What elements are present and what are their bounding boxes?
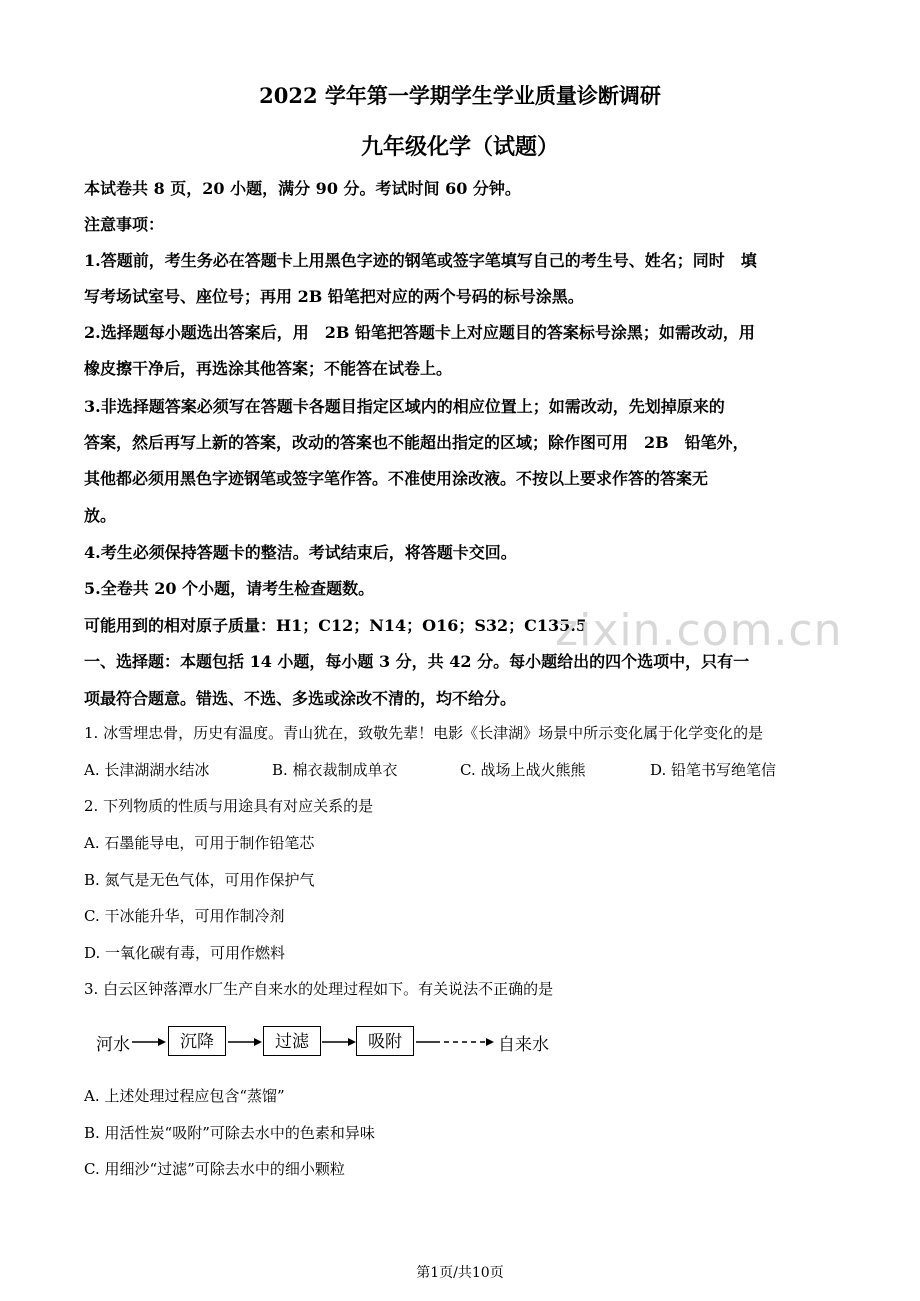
option-c: C. 用细沙“过滤”可除去水中的细小颗粒 (84, 1160, 345, 1178)
section-heading: 项最符合题意。错选、不选、多选或涂改不清的，均不给分。 (84, 689, 517, 708)
notice-line: 写考场试室号、座位号；再用 2B 铅笔把对应的两个号码的标号涂黑。 (84, 287, 584, 306)
section-heading: 一、选择题：本题包括 14 小题，每小题 3 分，共 42 分。每小题给出的四个选项中，只有一 (84, 652, 750, 671)
notice-line: 4.考生必须保持答题卡的整洁。考试结束后，将答题卡交回。 (84, 543, 517, 562)
notice-line: 5.全卷共 20 个小题，请考生检查题数。 (84, 579, 375, 598)
watermark: zixin.com.cn (555, 605, 843, 656)
notice-title: 注意事项： (84, 215, 165, 234)
flow-step-sedimentation: 沉降 (168, 1026, 226, 1056)
exam-title: 2022 学年第一学期学生学业质量诊断调研 (259, 83, 661, 108)
flow-step-filtration: 过滤 (263, 1026, 321, 1056)
notice-line: 橡皮擦干净后，再选涂其他答案；不能答在试卷上。 (84, 359, 453, 378)
question-options (84, 759, 776, 780)
notice-line: 2.选择题每小题选出答案后，用 2B 铅笔把答题卡上对应题目的答案标号涂黑；如需改动，用 (84, 323, 755, 342)
question-stem: 2. 下列物质的性质与用途具有对应关系的是 (84, 797, 374, 815)
option-b: B. 棉衣裁制成单衣 (272, 761, 398, 779)
page-footer: 第1页/共10页 (416, 1265, 504, 1281)
atomic-masses: 可能用到的相对原子质量：H1；C12；N14；O16；S32；C135.5 (84, 616, 588, 635)
option-d: D. 铅笔书写绝笔信 (650, 761, 777, 779)
option-c: C. 干冰能升华，可用作制冷剂 (84, 907, 285, 925)
flow-end-label: 自来水 (498, 1035, 549, 1055)
notice-line: 放。 (84, 506, 117, 525)
notice-line: 其他都必须用黑色字迹钢笔或签字笔作答。不准使用涂改液。不按以上要求作答的答案无 (84, 469, 709, 488)
option-a: A. 石墨能导电，可用于制作铅笔芯 (84, 834, 315, 852)
notice-line: 答案，然后再写上新的答案，改动的答案也不能超出指定的区域；除作图可用 2B 铅笔外， (84, 433, 749, 452)
option-a: A. 上述处理过程应包含“蒸馏” (84, 1087, 285, 1105)
notice-line: 1.答题前，考生务必在答题卡上用黑色字迹的钢笔或签字笔填写自己的考生号、姓名；同时 填 (84, 251, 757, 270)
question-stem: 3. 白云区钟落潭水厂生产自来水的处理过程如下。有关说法不正确的是 (84, 980, 554, 998)
option-c: C. 战场上战火熊熊 (460, 761, 586, 779)
question-stem: 1. 冰雪埋忠骨，历史有温度。青山犹在，致敬先辈！电影《长津湖》场景中所示变化属于化学变化的是 (84, 724, 764, 742)
option-b: B. 用活性炭“吸附”可除去水中的色素和异味 (84, 1124, 375, 1142)
water-treatment-flowchart (96, 1022, 576, 1062)
intro-text: 本试卷共 8 页，20 小题，满分 90 分。考试时间 60 分钟。 (84, 179, 521, 198)
exam-subtitle: 九年级化学（试题） (360, 134, 559, 160)
option-b: B. 氮气是无色气体，可用作保护气 (84, 871, 315, 889)
notice-line: 3.非选择题答案必须写在答题卡各题目指定区域内的相应位置上；如需改动，先划掉原来的 (84, 397, 725, 416)
option-d: D. 一氧化碳有毒，可用作燃料 (84, 944, 286, 962)
flow-step-adsorption: 吸附 (356, 1026, 414, 1056)
flow-start-label: 河水 (96, 1035, 130, 1055)
option-a: A. 长津湖湖水结冰 (84, 761, 210, 779)
